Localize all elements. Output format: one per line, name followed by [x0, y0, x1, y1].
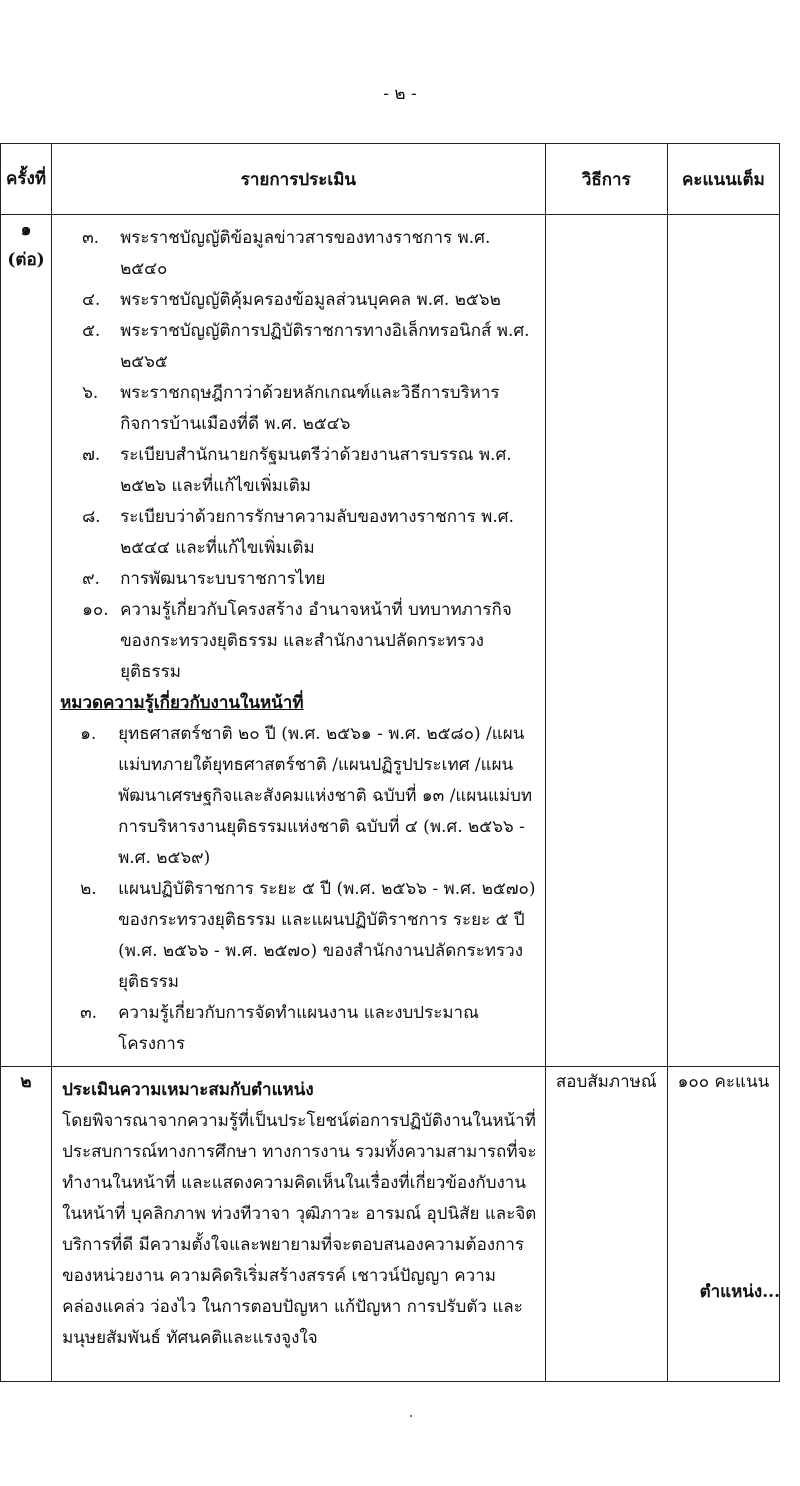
- round-cell: [1, 1067, 52, 1382]
- list-item: ๗. ระเบียบสำนักนายกรัฐมนตรีว่าด้วยงานสารบรรณ พ.ศ. ๒๕๒๖ และที่แก้ไขเพิ่มเติม: [82, 445, 512, 496]
- round-cell: [1, 215, 52, 1067]
- header-round: ครั้งที่: [1, 144, 52, 215]
- method-cell: สอบสัมภาษณ์: [545, 1067, 667, 1382]
- round-continued: (ต่อ): [7, 250, 45, 270]
- list-item: ๓. ความรู้เกี่ยวกับการจัดทำแผนงาน และงบประมาณโครงการ: [80, 1003, 479, 1054]
- table-row: [1, 1067, 780, 1382]
- header-score: คะแนนเต็ม: [667, 144, 779, 215]
- scan-speck: [410, 1415, 412, 1417]
- score-cell: [667, 215, 779, 1067]
- list-item: ๓. พระราชบัญญัติข้อมูลข่าวสารของทางราชการ พ.ศ. ๒๕๔๐: [82, 228, 491, 279]
- continuation-marker: ตำแหน่ง...: [699, 1282, 780, 1302]
- table-row: [1, 215, 780, 1067]
- item-cell: [52, 1067, 546, 1382]
- score-cell: ๑๐๐ คะแนน: [667, 1067, 779, 1382]
- round-number: ๒: [20, 1072, 32, 1092]
- list-item: ๒. แผนปฏิบัติราชการ ระยะ ๕ ปี (พ.ศ. ๒๕๖๖ - พ.ศ. ๒๕๗๐) ของกระทรวงยุติธรรม และแผนปฏิบัติราชการ ระยะ ๕ ปี (พ.ศ. ๒๕๖๖ - พ.ศ. ๒๕๗๐) ของสำนักงานปลัดกระทรวงยุติธรรม: [80, 879, 536, 992]
- list-item: ๑. ยุทธศาสตร์ชาติ ๒๐ ปี (พ.ศ. ๒๕๖๑ - พ.ศ. ๒๕๘๐) /แผนแม่บทภายใต้ยุทธศาสตร์ชาติ /แผนปฏิรูปประเทศ /แผนพัฒนาเศรษฐกิจและสังคมแห่งชาติ ฉบับที่ ๑๓ /แผนแม่บทการบริหารงานยุติธรรมแห่งชาติ ฉบับที่ ๔ (พ.ศ. ๒๕๖๖ - พ.ศ. ๒๕๖๙): [80, 724, 533, 868]
- item-cell: [52, 215, 546, 1067]
- list-item: ๖. พระราชกฤษฎีกาว่าด้วยหลักเกณฑ์และวิธีการบริหารกิจการบ้านเมืองที่ดี พ.ศ. ๒๕๔๖: [82, 383, 500, 434]
- page-number: - ๒ -: [383, 84, 417, 104]
- table-header-row: [1, 144, 780, 215]
- list-item: ๘. ระเบียบว่าด้วยการรักษาความลับของทางราชการ พ.ศ. ๒๕๔๔ และที่แก้ไขเพิ่มเติม: [82, 507, 514, 558]
- round-number: ๑: [20, 220, 32, 240]
- section-heading: หมวดความรู้เกี่ยวกับงานในหน้าที่: [60, 693, 304, 713]
- criteria-description: โดยพิจารณาจากความรู้ที่เป็นประโยชน์ต่อการปฏิบัติงานในหน้าที่ ประสบการณ์ทางการศึกษา ทางการงาน รวมทั้งความสามารถที่จะทำงานในหน้าที่ และแสดงความคิดเห็นในเรื่องที่เกี่ยวข้องกับงานในหน้าที่ บุคลิกภาพ ท่วงทีวาจา วุฒิภาวะ อารมณ์ อุปนิสัย และจิตบริการที่ดี มีความตั้งใจและพยายามที่จะตอบสนองความต้องการของหน่วยงาน ความคิดริเริ่มสร้างสรรค์ เชาวน์ปัญญา ความคล่องแคล่ว ว่องไว ในการตอบปัญหา แก้ปัญหา การปรับตัว และมนุษยสัมพันธ์ ทัศนคติและแรงจูงใจ: [62, 1111, 537, 1348]
- list-item: ๔. พระราชบัญญัติคุ้มครองข้อมูลส่วนบุคคล พ.ศ. ๒๕๖๒: [82, 290, 501, 310]
- evaluation-table: [0, 143, 780, 1382]
- method-cell: [545, 215, 667, 1067]
- list-item: ๕. พระราชบัญญัติการปฏิบัติราชการทางอิเล็กทรอนิกส์ พ.ศ. ๒๕๖๕: [82, 321, 530, 372]
- criteria-title: ประเมินความเหมาะสมกับตำแหน่ง: [62, 1080, 314, 1100]
- list-item: ๙. การพัฒนาระบบราชการไทย: [82, 569, 326, 589]
- header-method: วิธีการ: [545, 144, 667, 215]
- list-item: ๑๐. ความรู้เกี่ยวกับโครงสร้าง อำนาจหน้าที่ บทบาทภารกิจของกระทรวงยุติธรรม และสำนักงานปลัดกระทรวงยุติธรรม: [82, 600, 512, 682]
- header-item: รายการประเมิน: [52, 144, 546, 215]
